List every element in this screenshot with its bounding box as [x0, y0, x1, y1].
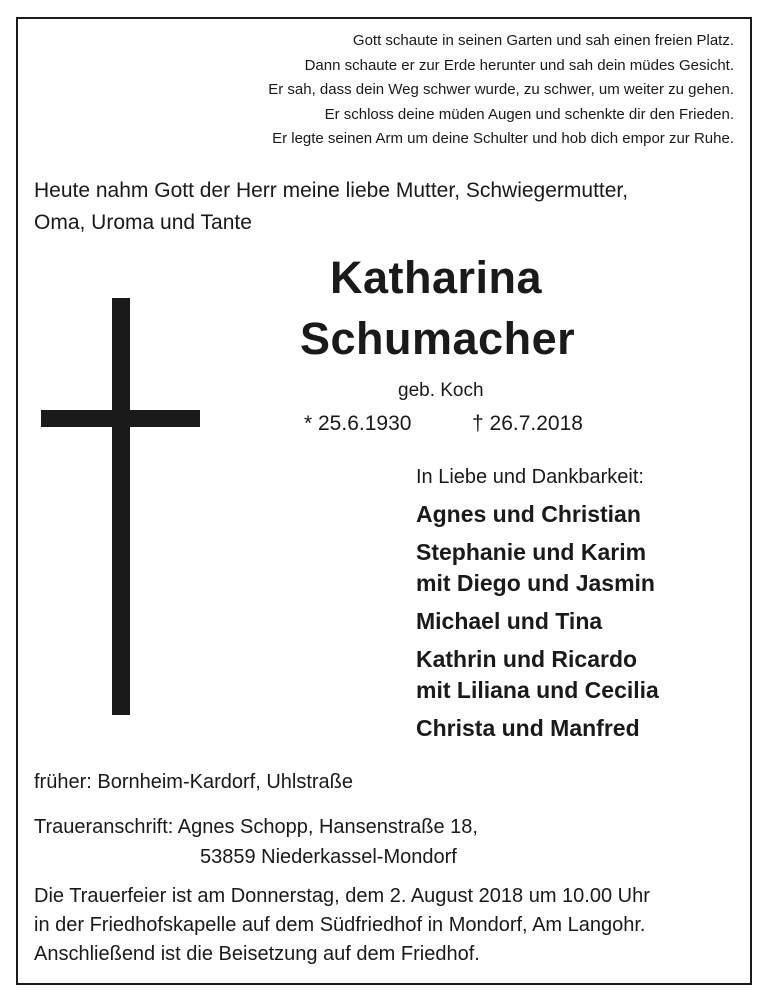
- mourner-group: [416, 644, 659, 706]
- service-line-2: in der Friedhofskapelle auf dem Südfriedhof in Mondorf, Am Langohr.: [34, 914, 646, 936]
- mourner-line: Agnes und Christian: [416, 501, 641, 527]
- mourners-heading: In Liebe und Dankbarkeit:: [416, 466, 644, 488]
- mourning-address-line-2: 53859 Niederkassel-Mondorf: [200, 846, 457, 868]
- intro-line-1: Heute nahm Gott der Herr meine liebe Mutter, Schwiegermutter,: [34, 179, 629, 202]
- service-line-3: Anschließend ist die Beisetzung auf dem Friedhof.: [34, 943, 480, 965]
- mourner-line: Christa und Manfred: [416, 715, 640, 741]
- deceased-last-name: Schumacher: [300, 313, 576, 364]
- poem-line: Er sah, dass dein Weg schwer wurde, zu schwer, um weiter zu gehen.: [268, 81, 734, 98]
- death-date: † 26.7.2018: [472, 412, 583, 435]
- mourner-line: Stephanie und Karim: [416, 539, 647, 565]
- mourning-address-line-1: Traueranschrift: Agnes Schopp, Hansenstraße 18,: [34, 816, 478, 838]
- mourner-line: Michael und Tina: [416, 608, 603, 634]
- poem: [268, 29, 734, 152]
- cross-vertical-bar: [112, 298, 130, 715]
- deceased-first-name: Katharina: [330, 252, 543, 303]
- mourner-line: mit Liliana und Cecilia: [416, 677, 659, 703]
- service-line-1: Die Trauerfeier ist am Donnerstag, dem 2. August 2018 um 10.00 Uhr: [34, 885, 650, 907]
- poem-line: Gott schaute in seinen Garten und sah einen freien Platz.: [352, 32, 734, 49]
- mourner-group: [416, 537, 659, 599]
- born-name: geb. Koch: [398, 380, 484, 401]
- birth-date: * 25.6.1930: [304, 412, 412, 435]
- mourner-group: [416, 606, 659, 637]
- intro-line-2: Oma, Uroma und Tante: [34, 211, 252, 234]
- mourners-list: [416, 499, 659, 751]
- poem-line: Dann schaute er zur Erde herunter und sah dein müdes Gesicht.: [304, 56, 734, 74]
- mourner-group: [416, 713, 659, 744]
- intro-text: [34, 175, 628, 239]
- cross-horizontal-bar: [41, 410, 200, 427]
- mourner-line: mit Diego und Jasmin: [416, 570, 655, 596]
- poem-line: Er schloss deine müden Augen und schenkte dir den Frieden.: [324, 105, 734, 123]
- mourner-group: [416, 499, 659, 530]
- former-address: früher: Bornheim-Kardorf, Uhlstraße: [34, 771, 354, 793]
- mourner-line: Kathrin und Ricardo: [416, 646, 638, 672]
- service-info: [34, 882, 650, 969]
- poem-line: Er legte seinen Arm um deine Schulter und hob dich empor zur Ruhe.: [272, 130, 734, 147]
